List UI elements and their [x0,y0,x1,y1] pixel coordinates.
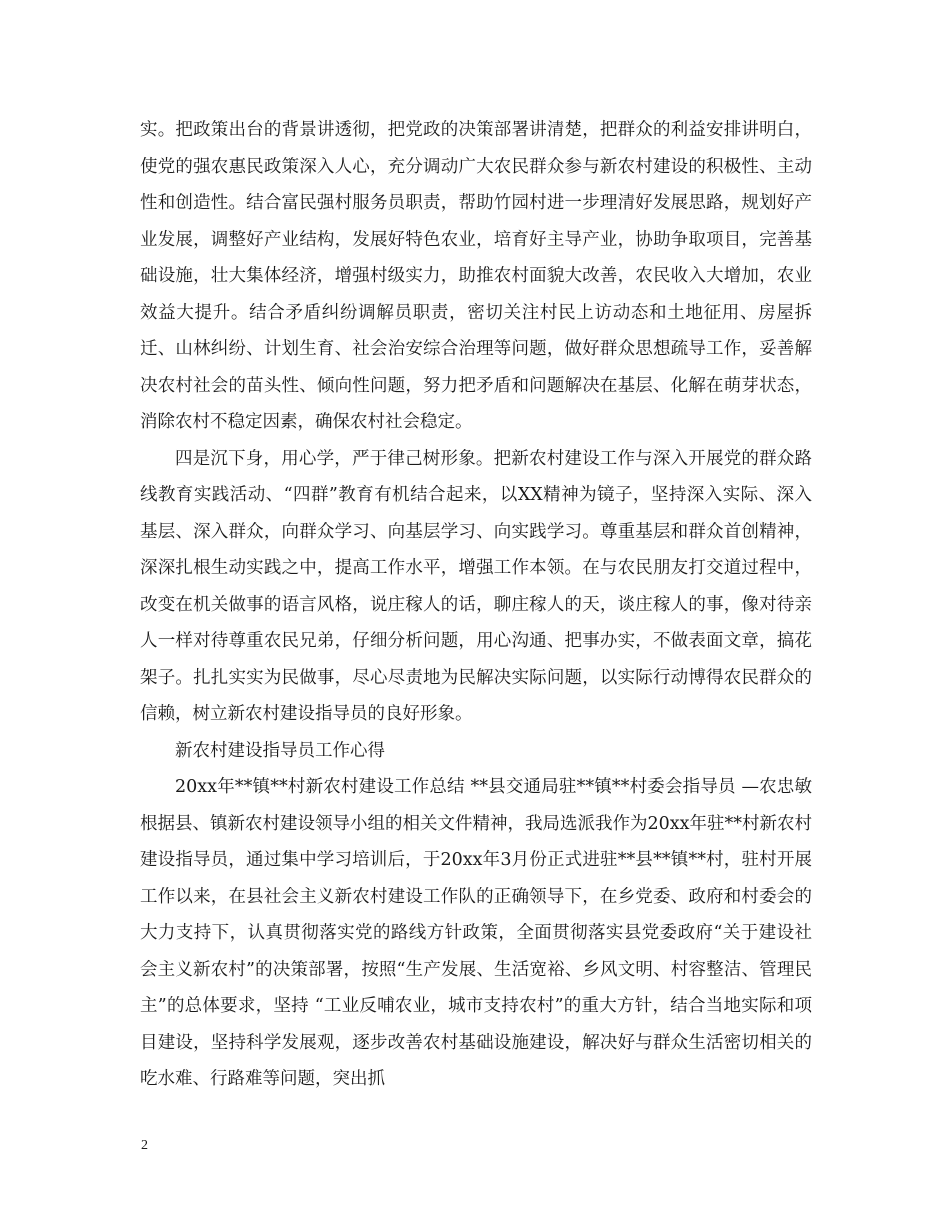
paragraph: 实。把政策出台的背景讲透彻，把党政的决策部署讲清楚，把群众的利益安排讲明白，使党的强农惠民政策深入人心，充分调动广大农民群众参与新农村建设的积极性、主动性和创造性。结合富民强村服务员职责，帮助竹园村进一步理清好发展思路，规划好产业发展，调整好产业结构，发展好特色农业，培育好主导产业，协助争取项目，完善基础设施，壮大集体经济，增强村级实力，助推农村面貌大改善，农民收入大增加，农业效益大提升。结合矛盾纠纷调解员职责，密切关注村民上访动态和土地征用、房屋拆迁、山林纠纷、计划生育、社会治安综合治理等问题，做好群众思想疏导工作，妥善解决农村社会的苗头性、倾向性问题，努力把矛盾和问题解决在基层、化解在萌芽状态，消除农村不稳定因素，确保农村社会稳定。 [140,120,812,432]
paragraph: 四是沉下身，用心学，严于律己树形象。把新农村建设工作与深入开展党的群众路线教育实践活动、“四群”教育有机结合起来，以XX精神为镜子，坚持深入实际、深入基层、深入群众，向群众学习、向基层学习、向实践学习。尊重基层和群众首创精神，深深扎根生动实践之中，提高工作水平，增强工作本领。在与农民朋友打交道过程中，改变在机关做事的语言风格，说庄稼人的话，聊庄稼人的天，谈庄稼人的事，像对待亲人一样对待尊重农民兄弟，仔细分析问题，用心沟通、把事办实，不做表面文章，搞花架子。扎扎实实为民做事，尽心尽责地为民解决实际问题，以实际行动博得农民群众的信赖，树立新农村建设指导员的良好形象。 [140,448,812,724]
section-title: 新农村建设指导员工作心得 [175,740,385,761]
page-number: 2 [141,1138,148,1153]
document-body [140,112,812,1098]
paragraph: 20xx年**镇**村新农村建设工作总结 **县交通局驻**镇**村委会指导员 —农忠敏 根据县、镇新农村建设领导小组的相关文件精神，我局选派我作为20xx年驻**村新农村建设指导员，通过集中学习培训后，于20xx年3月份正式进驻**县**镇**村，驻村开展工作以来，在县社会主义新农村建设工作队的正确领导下，在乡党委、政府和村委会的大力支持下，认真贯彻落实党的路线方针政策，全面贯彻落实县党委政府“关于建设社会主义新农村”的决策部署，按照“生产发展、生活宽裕、乡风文明、村容整洁、管理民主”的总体要求，坚持 “工业反哺农业，城市支持农村”的重大方针，结合当地实际和项目建设，坚持科学发展观，逐步改善农村基础设施建设，解决好与群众生活密切相关的吃水难、行路难等问题，突出抓 [140,777,813,1089]
